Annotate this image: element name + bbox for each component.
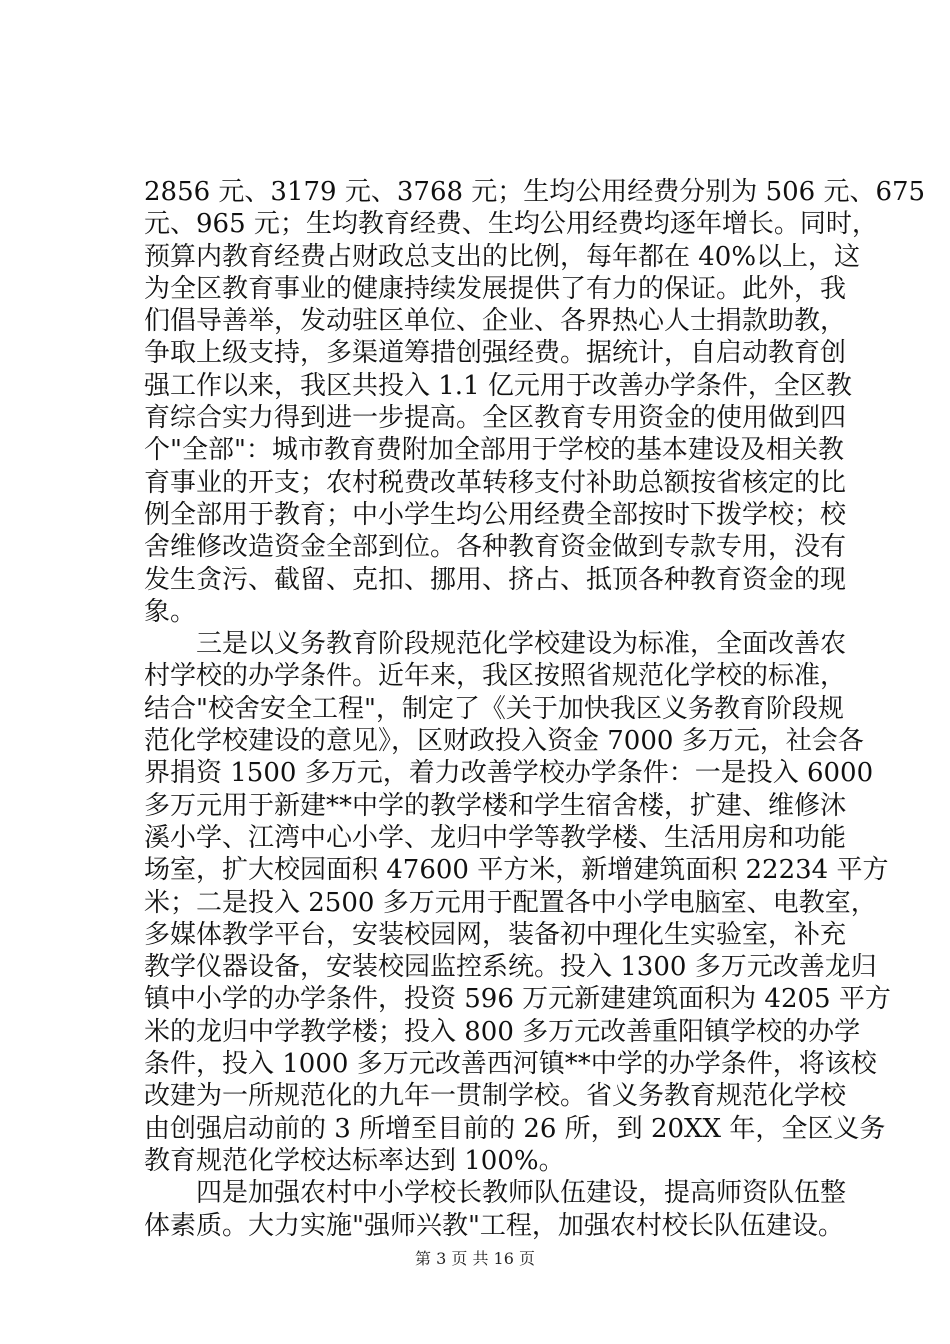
- text-line: 预算内教育经费占财政总支出的比例，每年都在 40%以上，这: [144, 241, 861, 272]
- body-text: [144, 176, 926, 1242]
- text-line: 界捐资 1500 多万元，着力改善学校办学条件：一是投入 6000: [144, 758, 874, 789]
- text-line: 结合"校舍安全工程"，制定了《关于加快我区义务教育阶段规: [144, 693, 844, 724]
- text-line: 舍维修改造资金全部到位。各种教育资金做到专款专用，没有: [144, 532, 847, 563]
- text-line: 育事业的开支；农村税费改革转移支付补助总额按省核定的比: [144, 467, 847, 498]
- text-line: 为全区教育事业的健康持续发展提供了有力的保证。此外，我: [144, 273, 847, 304]
- text-line: 四是加强农村中小学校长教师队伍建设，提高师资队伍整: [144, 1178, 847, 1209]
- text-line: 溪小学、江湾中心小学、龙归中学等教学楼、生活用房和功能: [144, 822, 847, 853]
- text-line: 例全部用于教育；中小学生均公用经费全部按时下拨学校；校: [144, 499, 847, 530]
- text-line: 体素质。大力实施"强师兴教"工程，加强农村校长队伍建设。: [144, 1210, 844, 1241]
- text-line: 教学仪器设备，安装校园监控系统。投入 1300 多万元改善龙归: [144, 952, 877, 983]
- text-line: 条件，投入 1000 多万元改善西河镇**中学的办学条件，将该校: [144, 1049, 877, 1080]
- text-line: 育综合实力得到进一步提高。全区教育专用资金的使用做到四: [144, 403, 847, 434]
- text-line: 米；二是投入 2500 多万元用于配置各中小学电脑室、电教室，: [144, 887, 877, 918]
- text-line: 争取上级支持，多渠道筹措创强经费。据统计，自启动教育创: [144, 338, 847, 369]
- text-line: 镇中小学的办学条件，投资 596 万元新建建筑面积为 4205 平方: [144, 984, 891, 1015]
- text-line: 三是以义务教育阶段规范化学校建设为标准，全面改善农: [144, 629, 847, 660]
- text-line: 强工作以来，我区共投入 1.1 亿元用于改善办学条件，全区教: [144, 370, 852, 401]
- page-number-footer: 第 3 页 共 16 页: [415, 1249, 535, 1268]
- text-line: 们倡导善举，发动驻区单位、企业、各界热心人士捐款助教，: [144, 306, 847, 337]
- text-line: 2856 元、3179 元、3768 元；生均公用经费分别为 506 元、675: [144, 177, 926, 207]
- text-line: 教育规范化学校达标率达到 100%。: [144, 1145, 565, 1176]
- text-line: 多万元用于新建**中学的教学楼和学生宿舍楼，扩建、维修沐: [144, 790, 847, 821]
- text-line: 米的龙归中学教学楼；投入 800 多万元改善重阳镇学校的办学: [144, 1016, 861, 1047]
- text-line: 由创强启动前的 3 所增至目前的 26 所，到 20XX 年，全区义务: [144, 1113, 886, 1144]
- text-line: 村学校的办学条件。近年来，我区按照省规范化学校的标准，: [144, 661, 847, 692]
- text-line: 元、965 元；生均教育经费、生均公用经费均逐年增长。同时，: [144, 209, 878, 240]
- text-line: 个"全部"：城市教育费附加全部用于学校的基本建设及相关教: [144, 435, 844, 466]
- text-line: 多媒体教学平台，安装校园网，装备初中理化生实验室，补充: [144, 919, 847, 950]
- text-line: 发生贪污、截留、克扣、挪用、挤占、抵顶各种教育资金的现: [144, 564, 847, 595]
- text-line: 象。: [144, 596, 197, 627]
- text-line: 改建为一所规范化的九年一贯制学校。省义务教育规范化学校: [144, 1081, 847, 1112]
- text-line: 范化学校建设的意见》，区财政投入资金 7000 多万元，社会各: [144, 726, 864, 757]
- text-line: 场室，扩大校园面积 47600 平方米，新增建筑面积 22234 平方: [144, 855, 889, 886]
